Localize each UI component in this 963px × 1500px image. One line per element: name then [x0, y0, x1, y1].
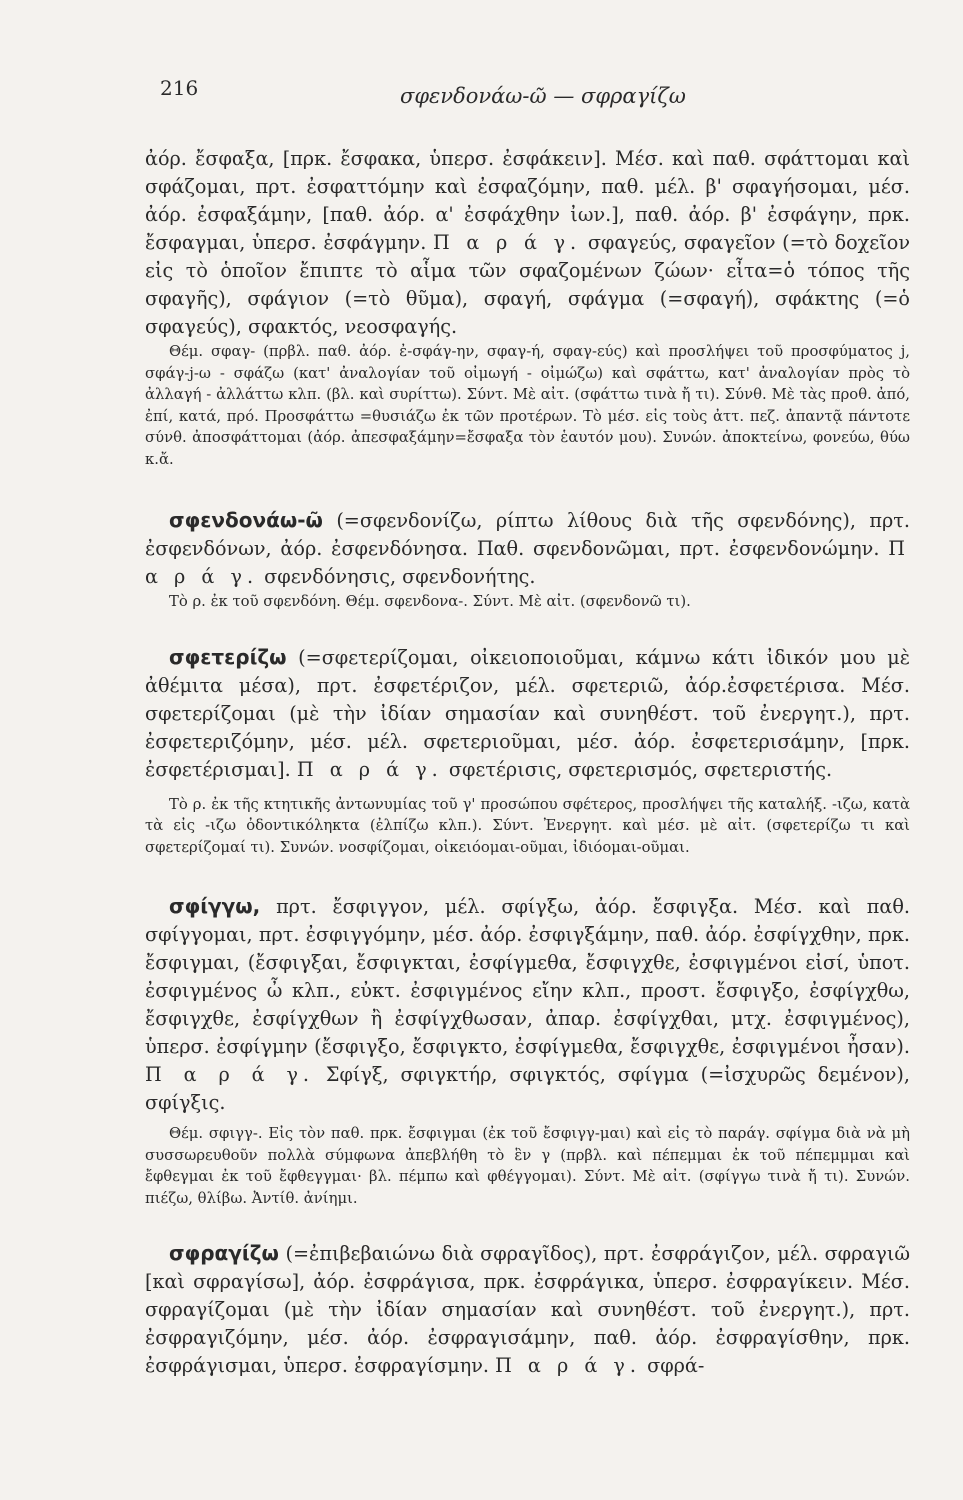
- parag-label: Π α ρ ά γ.: [495, 1354, 641, 1377]
- entry-main-text: σφενδονάω-ῶ (=σφενδονίζω, ρίπτω λίθους διὰ τῆς σφενδόνης), πρτ. ἐσφενδόνων, ἀόρ. ἐσφενδόνησα. Παθ. σφενδονῶμαι, πρτ. ἐσφενδονώμην. Π α ρ ά γ. σφενδόνησις, σφενδονήτης.: [145, 508, 910, 588]
- entry-sfeterizo: [145, 643, 910, 859]
- entry-main-text: σφραγίζω (=ἐπιβεβαιώνω διὰ σφραγῖδος), πρτ. ἐσφράγιζον, μέλ. σφραγιῶ [καὶ σφραγίσω], ἀόρ. ἐσφράγισα, πρκ. ἐσφράγικα, ὑπερσ. ἐσφραγίκειν. Μέσ. σφραγίζομαι (μὲ τὴν ἰδίαν σημασίαν καὶ συνηθέστ. τοῦ ἐνεργητ.), πρτ. ἐσφραγιζόμην, μέσ. ἀόρ. ἐσφραγισάμην, παθ. ἀόρ. ἐσφραγίσθην, πρκ. ἐσφράγισμαι, ὑπερσ. ἐσφραγίσμην. Π α ρ ά γ. σφρά-: [145, 1241, 910, 1377]
- entry-headword: σφενδονάω-ῶ: [169, 508, 323, 532]
- entry-sfendonao: [145, 506, 910, 613]
- entry-headword: σφετερίζω: [169, 644, 287, 669]
- entry-sfiggo: [145, 892, 910, 1209]
- entry-sfazo-continued: [145, 145, 910, 470]
- page-number: 216: [160, 76, 199, 100]
- entry-etymology: Θέμ. σφιγγ-. Εἰς τὸν παθ. πρκ. ἔσφιγμαι (ἐκ τοῦ ἔσφιγγ-μαι) καὶ εἰς τὸ παράγ. σφίγμα διὰ νὰ μὴ συσσωρευθοῦν πολλὰ σύμφωνα ἀπεβλήθη τὸ ἓν γ (πρβλ. καὶ πέπεμμαι ἐκ τοῦ πέπεμμμαι καὶ ἔφθεγμαι ἐκ τοῦ ἔφθεγγμαι· βλ. πέμπω καὶ φθέγγομαι). Σύντ. Μὲ αἰτ. (σφίγγω τινὰ ἤ τι). Συνών. πιέζω, θλίβω. Ἀντίθ. ἀνίημι.: [145, 1125, 910, 1207]
- parag-label: Π α ρ ά γ.: [432, 231, 582, 254]
- entry-sfragizo: [145, 1239, 910, 1380]
- entry-etymology: Τὸ ρ. ἐκ τῆς κτητικῆς ἀντωνυμίας τοῦ γ' προσώπου σφέτερος, προσλήψει τῆς καταλήξ. -ιζω, κατὰ τὰ εἰς -ιζω ὀδοντικόληκτα (ἐλπίζω κλπ.). Σύντ. Ἐνεργητ. καὶ μέσ. μὲ αἰτ. (σφετερίζω τι καὶ σφετερίζομαί τι). Συνών. νοσφίζομαι, οἰκειόομαι-οῦμαι, ἰδιόομαι-οῦμαι.: [145, 795, 910, 856]
- parag-label: Π α ρ ά γ.: [296, 757, 443, 781]
- parag-label: Π α ρ ά γ.: [145, 1063, 315, 1086]
- page-body: [145, 145, 910, 1380]
- entry-main-text: σφετερίζω (=σφετερίζομαι, οἰκειοποιοῦμαι, κάμνω κάτι ἰδικόν μου μὲ ἀθέμιτα μέσα), πρτ. ἐσφετέριζον, μέλ. σφετεριῶ, ἀόρ.ἐσφετέρισα. Μέσ. σφετερίζομαι (μὲ τὴν ἰδίαν σημασίαν καὶ συνηθέστ. τοῦ ἐνεργητ.), πρτ. ἐσφετεριζόμην, μέσ. μέλ. σφετεριοῦμαι, μέσ. ἀόρ. ἐσφετερισάμην, [πρκ. ἐσφετέρισμαι]. Π α ρ ά γ. σφετέρισις, σφετερισμός, σφετεριστής.: [145, 644, 910, 781]
- entry-headword: σφραγίζω: [169, 1241, 279, 1265]
- page-header: [150, 70, 913, 110]
- entry-etymology: Τὸ ρ. ἐκ τοῦ σφενδόνη. Θέμ. σφενδονα-. Σύντ. Μὲ αἰτ. (σφενδονῶ τι).: [169, 593, 691, 610]
- parag-label: Π α ρ ά γ.: [145, 537, 910, 588]
- entry-main-text: ἀόρ. ἔσφαξα, [πρκ. ἔσφακα, ὑπερσ. ἐσφάκειν]. Μέσ. καὶ παθ. σφάττομαι καὶ σφάζομαι, πρτ. ἐσφαττόμην καὶ ἐσφαζόμην, παθ. μέλ. β' σφαγήσομαι, μέσ. ἀόρ. ἐσφαξάμην, [παθ. ἀόρ. α' ἐσφάχθην ἰων.], παθ. ἀόρ. β' ἐσφάγην, πρκ. ἔσφαγμαι, ὑπερσ. ἐσφάγμην. Π α ρ ά γ. σφαγεύς, σφαγεῖον (=τὸ δοχεῖον εἰς τὸ ὁποῖον ἔπιπτε τὸ αἷμα τῶν σφαζομένων ζώων· εἶτα=ὁ τόπος τῆς σφαγῆς), σφάγιον (=τὸ θῦμα), σφαγή, σφάγμα (=σφαγή), σφάκτης (=ὁ σφαγεύς), σφακτός, νεοσφαγής.: [145, 147, 910, 338]
- entry-headword: σφίγγω,: [169, 894, 261, 918]
- running-head: σφενδονάω-ῶ — σφραγίζω: [400, 84, 686, 108]
- entry-main-text: σφίγγω, πρτ. ἔσφιγγον, μέλ. σφίγξω, ἀόρ. ἔσφιγξα. Μέσ. καὶ παθ. σφίγγομαι, πρτ. ἐσφιγγόμην, μέσ. ἀόρ. ἐσφιγξάμην, παθ. ἀόρ. ἐσφίγχθην, πρκ. ἔσφιγμαι, (ἔσφιγξαι, ἔσφιγκται, ἐσφίγμεθα, ἔσφιγχθε, ἐσφιγμένοι εἰσί, ὑποτ. ἐσφιγμένος ὦ κλπ., εὐκτ. ἐσφιγμένος εἴην κλπ., προστ. ἔσφιγξο, ἐσφίγχθω, ἔσφιγχθε, ἐσφίγχθων ἢ ἐσφίγχθωσαν, ἀπαρ. ἐσφίγχθαι, μτχ. ἐσφιγμένος), ὑπερσ. ἐσφίγμην (ἔσφιγξο, ἔσφιγκτο, ἐσφίγμεθα, ἔσφιγχθε, ἐσφιγμένοι ἦσαν). Π α ρ ά γ. Σφίγξ, σφιγκτήρ, σφιγκτός, σφίγμα (=ἰσχυρῶς δεμένον), σφίγξις.: [145, 894, 910, 1114]
- entry-etymology: Θέμ. σφαγ- (πρβλ. παθ. ἀόρ. ἐ-σφάγ-ην, σφαγ-ή, σφαγ-εύς) καὶ προσλήψει τοῦ προσφύματος j, σφάγ-j-ω - σφάζω (κατ' ἀναλογίαν τοῦ οἰμωγή - οἰμώζω) καὶ σφάττω, κατ' ἀναλογίαν πρὸς τὸ ἀλλαγή - ἀλλάττω κλπ. (βλ. καὶ συρίττω). Σύντ. Μὲ αἰτ. (σφάττω τινὰ ἤ τι). Σύνθ. Μὲ τὰς προθ. ἀπό, ἐπί, κατά, πρό. Προσφάττω =θυσιάζω ἐκ τῶν προτέρων. Τὸ μέσ. εἰς τοὺς ἀττ. πεζ. ἀπαντᾷ πάντοτε σύνθ. ἀποσφάττομαι (ἀόρ. ἀπεσφαξάμην=ἔσφαξα τὸν ἑαυτόν μου). Συνών. ἀποκτείνω, φονεύω, θύω κ.ἄ.: [145, 343, 910, 468]
